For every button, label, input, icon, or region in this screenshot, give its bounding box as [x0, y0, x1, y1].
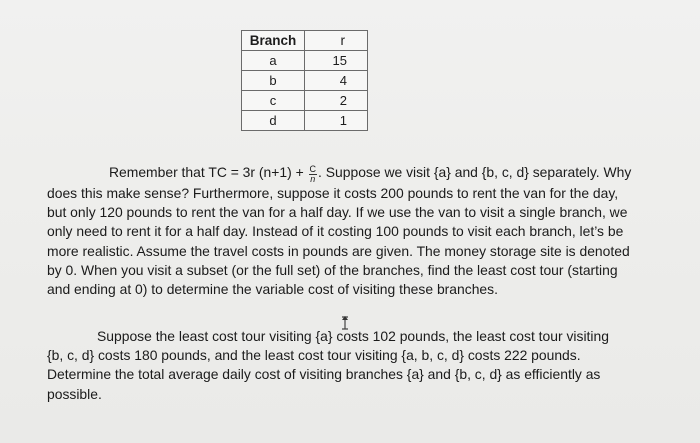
paragraph-1: [47, 163, 659, 299]
header-r: r: [305, 31, 368, 51]
cell-branch: b: [242, 71, 305, 91]
paragraph-2-line: {b, c, d} costs 180 pounds, and the least cost tour visiting {a, b, c, d} costs 222 pounds.: [47, 347, 581, 364]
paragraph-1-line: only need to rent it for a half day. Instead of it costing 100 pounds to visit each branch, let’s be: [47, 223, 624, 240]
paragraph-2-line: Suppose the least cost tour visiting {a} costs 102 pounds, the least cost tour visiting: [97, 328, 609, 344]
cell-branch: d: [242, 111, 305, 131]
cell-r: 2: [305, 91, 368, 111]
fraction-numerator: C: [309, 164, 317, 174]
cell-r: 4: [305, 71, 368, 91]
paragraph-2: [47, 327, 659, 404]
paragraph-1-line: does this make sense? Furthermore, suppose it costs 200 pounds to rent the van for the day,: [47, 185, 619, 201]
header-branch: Branch: [242, 31, 305, 51]
paragraph-2-line: possible.: [47, 385, 102, 402]
table-header-row: [242, 31, 368, 51]
formula-text: Remember that TC = 3r (n+1) +: [109, 164, 308, 180]
table-row: [242, 51, 368, 71]
table-row: [242, 111, 368, 131]
table-row: [242, 71, 368, 91]
fraction-denominator: n: [310, 174, 316, 184]
paragraph-1-line: more realistic. Assume the travel costs in pounds are given. The money storage site is denoted: [47, 242, 630, 259]
cell-r: 15: [305, 51, 368, 71]
paragraph-1-line: but only 120 pounds to rent the van for a half day. If we use the van to visit a single branch, we: [47, 204, 628, 221]
cell-r: 1: [305, 111, 368, 131]
branch-table: [241, 30, 368, 131]
paragraph-2-line: Determine the total average daily cost of visiting branches {a} and {b, c, d} as efficiently as: [47, 366, 601, 383]
fraction: [309, 165, 318, 184]
paragraph-1-line: by 0. When you visit a subset (or the full set) of the branches, find the least cost tour (starting: [47, 261, 618, 278]
cell-branch: c: [242, 91, 305, 111]
text-cursor-icon: [340, 316, 350, 330]
line-text: . Suppose we visit {a} and {b, c, d} separately. Why: [318, 164, 632, 180]
table-row: [242, 91, 368, 111]
paragraph-1-line: [47, 163, 659, 184]
cell-branch: a: [242, 51, 305, 71]
paragraph-1-line: and ending at 0) to determine the variable cost of visiting these branches.: [47, 281, 498, 298]
